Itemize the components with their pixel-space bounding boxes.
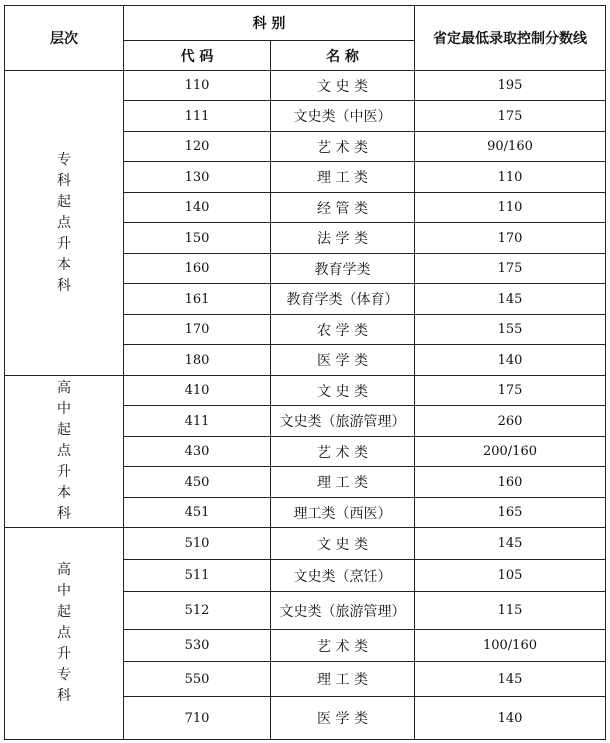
code-cell: 511 [124, 560, 271, 592]
code-cell: 410 [124, 376, 271, 406]
score-cell: 140 [415, 697, 606, 740]
header-code: 代 码 [124, 41, 271, 71]
score-cell: 100/160 [415, 630, 606, 662]
score-cell: 175 [415, 101, 606, 132]
score-cell: 155 [415, 315, 606, 345]
score-cell: 145 [415, 528, 606, 560]
code-cell: 450 [124, 467, 271, 498]
header-score: 省定最低录取控制分数线 [415, 6, 606, 71]
code-cell: 161 [124, 284, 271, 315]
level-label: 高中起点升专科 [57, 562, 71, 704]
code-cell: 140 [124, 193, 271, 223]
header-subject: 科 别 [124, 6, 415, 41]
name-cell: 艺 术 类 [271, 132, 415, 162]
code-cell: 550 [124, 662, 271, 697]
name-cell: 艺 术 类 [271, 630, 415, 662]
code-cell: 430 [124, 437, 271, 467]
score-cell: 140 [415, 345, 606, 376]
name-cell: 理 工 类 [271, 662, 415, 697]
level-cell [5, 528, 124, 740]
name-cell: 法 学 类 [271, 223, 415, 254]
score-cell: 115 [415, 592, 606, 630]
name-cell: 医 学 类 [271, 345, 415, 376]
level-label: 高中起点升本科 [57, 380, 71, 522]
code-cell: 170 [124, 315, 271, 345]
name-cell: 文 史 类 [271, 528, 415, 560]
code-cell: 530 [124, 630, 271, 662]
score-cell: 200/160 [415, 437, 606, 467]
table-body [5, 71, 606, 740]
code-cell: 150 [124, 223, 271, 254]
code-cell: 180 [124, 345, 271, 376]
name-cell: 艺 术 类 [271, 437, 415, 467]
score-cell: 260 [415, 406, 606, 437]
score-cell: 105 [415, 560, 606, 592]
name-cell: 文史类（旅游管理） [271, 592, 415, 630]
name-cell: 理 工 类 [271, 162, 415, 193]
code-cell: 130 [124, 162, 271, 193]
score-cell: 170 [415, 223, 606, 254]
score-cell: 145 [415, 662, 606, 697]
score-cell: 160 [415, 467, 606, 498]
name-cell: 经 管 类 [271, 193, 415, 223]
score-cell: 110 [415, 162, 606, 193]
code-cell: 160 [124, 254, 271, 284]
code-cell: 120 [124, 132, 271, 162]
code-cell: 111 [124, 101, 271, 132]
admission-score-table [4, 5, 606, 740]
code-cell: 451 [124, 498, 271, 528]
code-cell: 710 [124, 697, 271, 740]
table-header [5, 6, 606, 71]
code-cell: 110 [124, 71, 271, 101]
table-row [5, 376, 606, 406]
score-cell: 175 [415, 376, 606, 406]
name-cell: 教育学类（体育） [271, 284, 415, 315]
name-cell: 医 学 类 [271, 697, 415, 740]
level-cell [5, 71, 124, 376]
name-cell: 理工类（西医） [271, 498, 415, 528]
header-level: 层次 [5, 6, 124, 71]
name-cell: 理 工 类 [271, 467, 415, 498]
name-cell: 文 史 类 [271, 376, 415, 406]
score-cell: 145 [415, 284, 606, 315]
table-row [5, 528, 606, 560]
name-cell: 文 史 类 [271, 71, 415, 101]
name-cell: 农 学 类 [271, 315, 415, 345]
level-label: 专科起点升本科 [57, 151, 71, 294]
score-cell: 195 [415, 71, 606, 101]
name-cell: 教育学类 [271, 254, 415, 284]
code-cell: 512 [124, 592, 271, 630]
name-cell: 文史类（烹饪） [271, 560, 415, 592]
name-cell: 文史类（中医） [271, 101, 415, 132]
score-cell: 110 [415, 193, 606, 223]
level-cell [5, 376, 124, 528]
score-cell: 90/160 [415, 132, 606, 162]
score-cell: 165 [415, 498, 606, 528]
code-cell: 510 [124, 528, 271, 560]
code-cell: 411 [124, 406, 271, 437]
name-cell: 文史类（旅游管理） [271, 406, 415, 437]
table-row [5, 71, 606, 101]
score-cell: 175 [415, 254, 606, 284]
header-name: 名 称 [271, 41, 415, 71]
